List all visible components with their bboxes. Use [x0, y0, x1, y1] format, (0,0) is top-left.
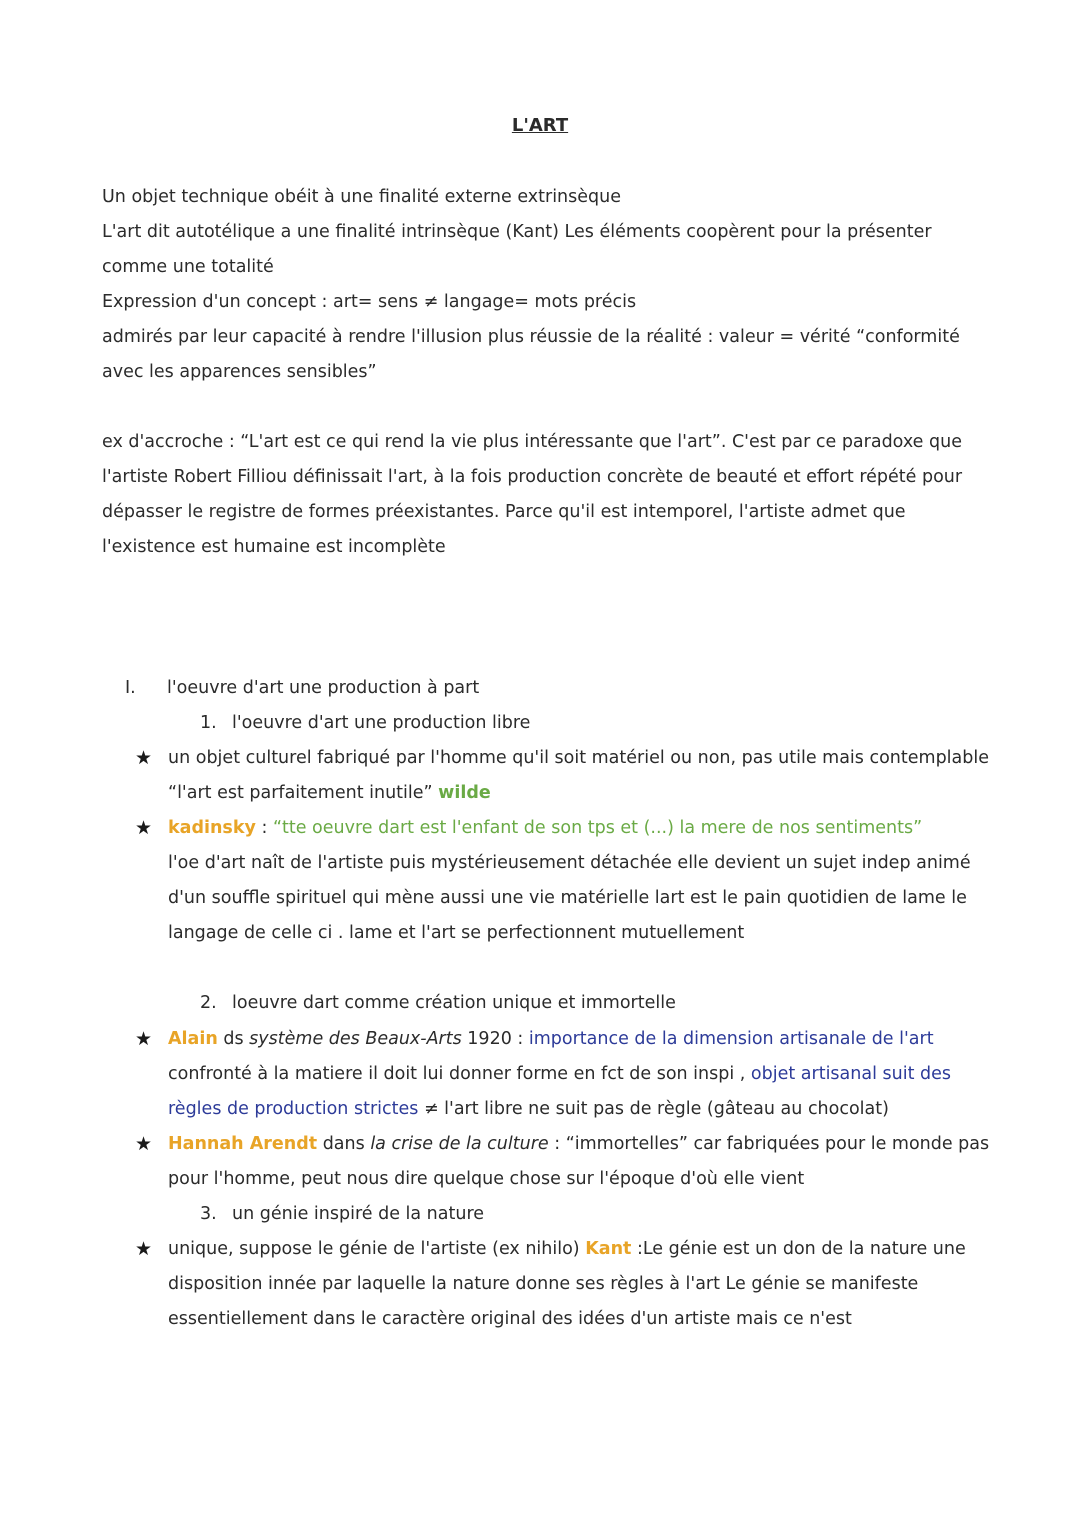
- subsection-title: loeuvre dart comme création unique et immortelle: [232, 993, 676, 1013]
- subsection-heading: [200, 986, 1020, 1021]
- hook-paragraph: [102, 425, 1002, 565]
- subsection-number: 2.: [200, 993, 217, 1013]
- section-title: l'oeuvre d'art une production à part: [167, 678, 480, 698]
- subsection-heading: [200, 1197, 1020, 1232]
- author-name: kadinsky: [168, 818, 256, 838]
- subsection-number: 1.: [200, 713, 217, 733]
- intro-line: Expression d'un concept : art= sens ≠ langage= mots précis: [102, 292, 637, 312]
- star-bullet-icon: ★: [135, 817, 153, 839]
- work-title: système des Beaux-Arts: [249, 1029, 462, 1049]
- hook-text: ex d'accroche : “L'art est ce qui rend la vie plus intéressante que l'art”. C'est par ce paradoxe que l'artiste Robert Filliou définissait l'art, à la fois production concrète de beauté et effort répété pour dépasser le registre de formes préexistantes. Parce qu'il est intemporel, l'artiste admet que l'existence est humaine est incomplète: [102, 432, 963, 557]
- bullet-text: Hannah Arendt dans la crise de la culture : “immortelles” car fabriquées pour le monde pas pour l'homme, peut nous dire quelque chose sur l'époque d'où elle vient: [168, 1134, 990, 1189]
- subsection-title: l'oeuvre d'art une production libre: [232, 713, 531, 733]
- author-name: Hannah Arendt: [168, 1134, 318, 1154]
- subsection-number: 3.: [200, 1204, 217, 1224]
- star-bullet-icon: ★: [135, 1238, 153, 1260]
- quote: “tte oeuvre dart est l'enfant de son tps et (...) la mere de nos sentiments”: [272, 818, 923, 838]
- page-title: L'ART: [511, 115, 569, 136]
- subsection-heading: [200, 706, 1020, 741]
- author-name: Kant: [585, 1239, 632, 1259]
- section-number: I.: [125, 678, 136, 698]
- intro-line: Un objet technique obéit à une finalité externe extrinsèque: [102, 187, 622, 207]
- star-bullet-icon: ★: [135, 747, 153, 769]
- bullet-text: un objet culturel fabriqué par l'homme qu'il soit matériel ou non, pas utile mais contemplable “l'art est parfaitement inutile” wilde: [168, 748, 989, 803]
- intro-paragraph: [102, 180, 1002, 390]
- star-bullet-icon: ★: [135, 1133, 153, 1155]
- bullet-text: unique, suppose le génie de l'artiste (ex nihilo) Kant :Le génie est un don de la nature une disposition innée par laquelle la nature donne ses règles à l'art Le génie se manifeste essentiellement dans le caractère original des idées d'un artiste mais ce n'est: [168, 1239, 966, 1329]
- author-name: Alain: [168, 1029, 218, 1049]
- work-title: la crise de la culture: [370, 1134, 549, 1154]
- intro-line: L'art dit autotélique a une finalité intrinsèque (Kant) Les éléments coopèrent pour la présenter comme une totalité: [102, 222, 932, 277]
- bullet-text: Alain ds système des Beaux-Arts 1920 : importance de la dimension artisanale de l'art confronté à la matiere il doit lui donner forme en fct de son inspi , objet artisanal suit des règles de production strictes ≠ l'art libre ne suit pas de règle (gâteau au chocolat): [168, 1029, 952, 1119]
- intro-line: admirés par leur capacité à rendre l'illusion plus réussie de la réalité : valeur = vérité “conformité avec les apparences sensibles”: [102, 327, 960, 382]
- subsection-title: un génie inspiré de la nature: [232, 1204, 485, 1224]
- author-name: wilde: [438, 783, 491, 803]
- star-bullet-icon: ★: [135, 1028, 153, 1050]
- bullet-text: kadinsky : “tte oeuvre dart est l'enfant de son tps et (...) la mere de nos sentiments” l'oe d'art naît de l'artiste puis mystérieusement détachée elle devient un sujet indep animé d'un souffle spirituel qui mène aussi une vie matérielle lart est le pain quotidien de lame le langage de celle ci . lame et l'art se perfectionnent mutuellement: [168, 818, 971, 943]
